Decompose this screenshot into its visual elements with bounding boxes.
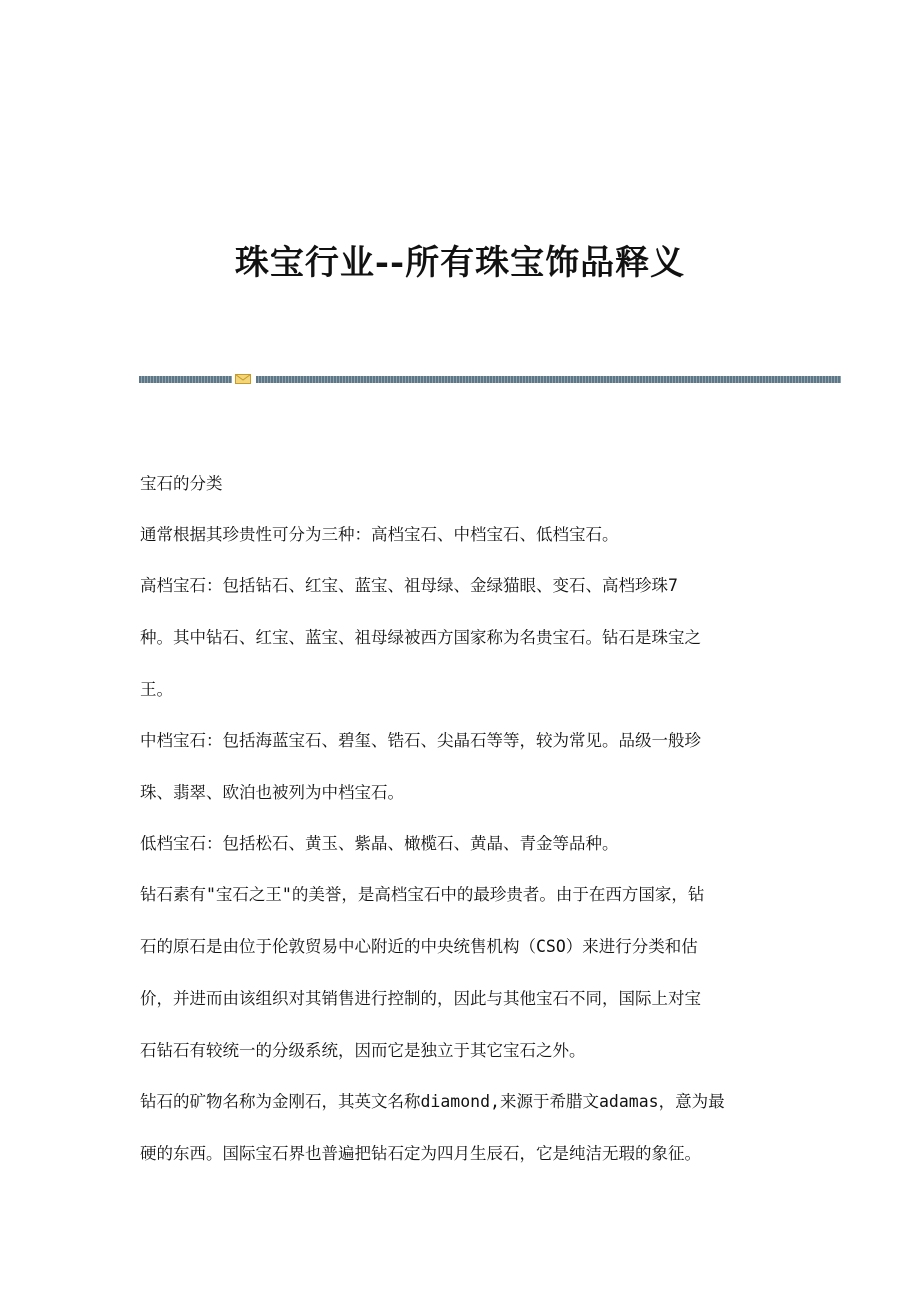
paragraph-mid-grade-gems (140, 727, 780, 805)
paragraph-line: 石的原石是由位于伦敦贸易中心附近的中央统售机构（CSO）来进行分类和估 (140, 937, 698, 956)
title-divider (139, 373, 841, 385)
document-title: 珠宝行业--所有珠宝饰品释义 (234, 242, 686, 283)
paragraph-line: 珠、翡翠、欧泊也被列为中档宝石。 (140, 783, 404, 802)
paragraph-line: 价，并进而由该组织对其销售进行控制的，因此与其他宝石不同，国际上对宝 (140, 989, 701, 1008)
paragraph-line: 种。其中钻石、红宝、蓝宝、祖母绿被西方国家称为名贵宝石。钻石是珠宝之 (140, 628, 701, 647)
divider-bar-right (256, 376, 841, 383)
paragraph-line: 钻石素有"宝石之王"的美誉，是高档宝石中的最珍贵者。由于在西方国家，钻 (140, 885, 705, 904)
paragraph-line: 石钻石有较统一的分级系统，因而它是独立于其它宝石之外。 (140, 1041, 586, 1060)
paragraph-high-grade-gems (140, 572, 780, 702)
paragraph-line: 低档宝石：包括松石、黄玉、紫晶、橄榄石、黄晶、青金等品种。 (140, 834, 619, 853)
paragraph-line: 硬的东西。国际宝石界也普遍把钻石定为四月生辰石，它是纯洁无瑕的象征。 (140, 1144, 701, 1163)
paragraph-line: 王。 (140, 680, 173, 699)
envelope-ornament-icon (235, 373, 251, 385)
paragraph-low-grade-gems (140, 830, 780, 856)
paragraph-gem-classification-heading (140, 470, 780, 496)
paragraph-line: 宝石的分类 (140, 474, 223, 493)
paragraph-diamond-name (140, 1088, 780, 1166)
paragraph-line: 通常根据其珍贵性可分为三种：高档宝石、中档宝石、低档宝石。 (140, 525, 619, 544)
paragraph-line: 中档宝石：包括海蓝宝石、碧玺、锆石、尖晶石等等，较为常见。品级一般珍 (140, 731, 701, 750)
paragraph-line: 高档宝石：包括钻石、红宝、蓝宝、祖母绿、金绿猫眼、变石、高档珍珠7 (140, 576, 678, 595)
paragraph-diamond-king (140, 881, 780, 1063)
paragraph-line: 钻石的矿物名称为金刚石，其英文名称diamond,来源于希腊文adamas，意为最 (140, 1092, 725, 1111)
divider-bar-left (139, 376, 232, 383)
document-body (140, 470, 780, 1191)
paragraph-classification-intro (140, 521, 780, 547)
